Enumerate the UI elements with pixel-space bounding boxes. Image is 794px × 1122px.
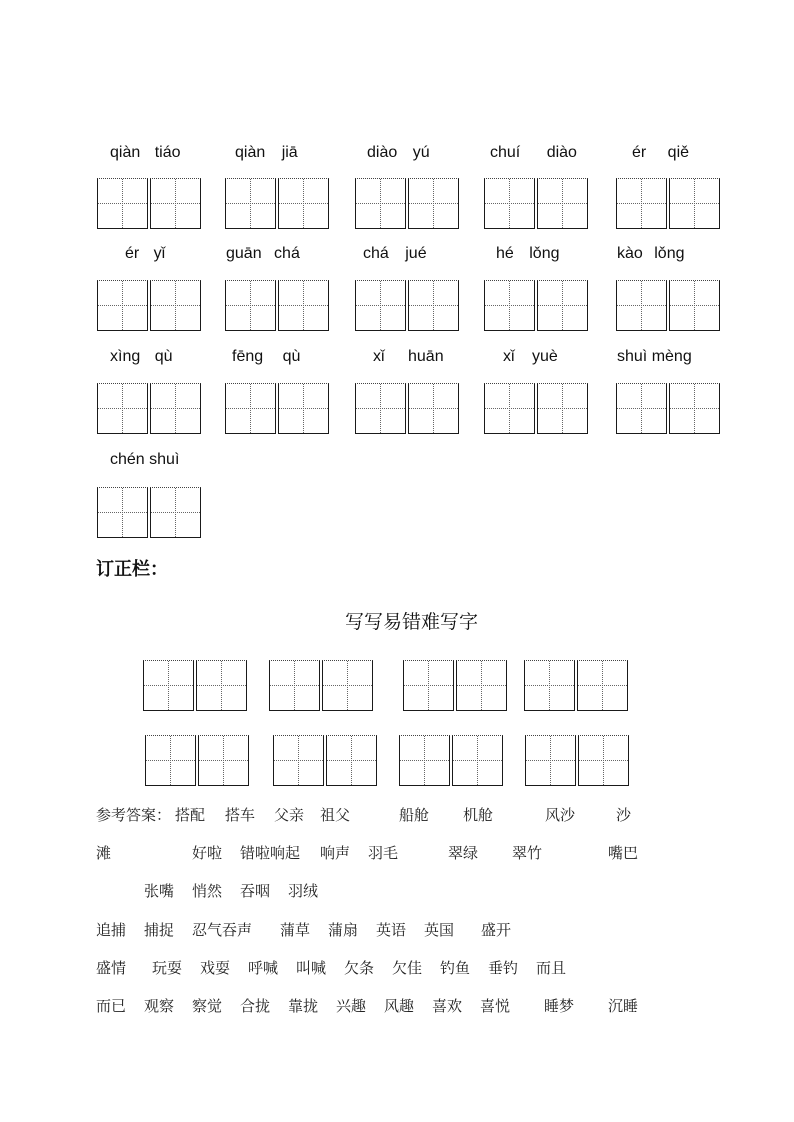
answer-word: 风趣	[384, 997, 415, 1015]
writing-grid-pair	[525, 735, 629, 786]
writing-box	[225, 178, 276, 229]
answer-word: 喜欢	[432, 997, 463, 1015]
pinyin-label: shuì mèng	[617, 348, 692, 365]
writing-grid-pair	[273, 735, 377, 786]
writing-grid-pair	[225, 280, 329, 331]
writing-box	[150, 487, 201, 538]
pinyin-label: ér qiě	[632, 144, 690, 161]
pinyin-label: xǐ huān	[373, 348, 444, 365]
answer-word: 忍气吞声	[192, 921, 253, 939]
pinyin-label: chá jué	[363, 245, 427, 262]
writing-grid-pair	[225, 178, 329, 229]
writing-grid-pair	[484, 178, 588, 229]
answer-word: 盛开	[481, 921, 512, 939]
writing-box	[355, 178, 406, 229]
writing-box	[196, 660, 247, 711]
answers-line	[0, 921, 794, 939]
writing-grid-pair	[616, 178, 720, 229]
answer-word: 合拢	[240, 997, 271, 1015]
pinyin-label: kào lǒng	[617, 245, 685, 262]
answers-label: 参考答案：	[96, 806, 172, 824]
writing-box	[616, 383, 667, 434]
answer-word: 翠竹	[512, 844, 543, 862]
writing-box	[616, 280, 667, 331]
answer-word: 搭配	[175, 806, 206, 824]
answer-word: 沙	[616, 806, 632, 824]
writing-box	[537, 280, 588, 331]
writing-box	[408, 383, 459, 434]
answer-word: 错啦响起	[240, 844, 301, 862]
answer-word: 追捕	[96, 921, 127, 939]
answer-word: 欠佳	[392, 959, 423, 977]
writing-grid-pair	[143, 660, 247, 711]
writing-box	[150, 178, 201, 229]
writing-box	[403, 660, 454, 711]
writing-box	[578, 735, 629, 786]
answer-word: 响声	[320, 844, 351, 862]
writing-grid-pair	[355, 383, 459, 434]
answer-word: 观察	[144, 997, 175, 1015]
writing-box	[269, 660, 320, 711]
writing-grid-pair	[484, 383, 588, 434]
writing-box	[145, 735, 196, 786]
pinyin-label: qiàn tiáo	[110, 144, 181, 161]
writing-box	[456, 660, 507, 711]
writing-grid-pair	[269, 660, 373, 711]
answer-word: 沉睡	[608, 997, 639, 1015]
answer-word: 船舱	[399, 806, 430, 824]
answer-word: 捕捉	[144, 921, 175, 939]
writing-box	[616, 178, 667, 229]
pinyin-label: qiàn jiā	[235, 144, 298, 161]
answer-word: 悄然	[192, 882, 223, 900]
writing-box	[537, 178, 588, 229]
writing-grid-pair	[616, 383, 720, 434]
writing-box	[225, 280, 276, 331]
writing-box	[408, 280, 459, 331]
answer-word: 睡梦	[544, 997, 575, 1015]
answer-word: 蒲扇	[328, 921, 359, 939]
answer-word: 玩耍	[152, 959, 183, 977]
answer-word: 蒲草	[280, 921, 311, 939]
writing-box	[143, 660, 194, 711]
writing-box	[537, 383, 588, 434]
pinyin-label: ér yǐ	[125, 245, 166, 262]
writing-grid-pair	[355, 280, 459, 331]
answers-line	[0, 806, 794, 824]
pinyin-label: diào yú	[367, 144, 430, 161]
writing-grid-pair	[97, 178, 201, 229]
answer-word: 滩	[96, 844, 112, 862]
writing-box	[97, 178, 148, 229]
writing-box	[355, 280, 406, 331]
answer-word: 吞咽	[240, 882, 271, 900]
writing-grid-pair	[225, 383, 329, 434]
writing-box	[322, 660, 373, 711]
answer-word: 风沙	[545, 806, 576, 824]
writing-box	[278, 178, 329, 229]
writing-grid-pair	[403, 660, 507, 711]
answer-word: 察觉	[192, 997, 223, 1015]
answer-word: 好啦	[192, 844, 223, 862]
writing-box	[484, 383, 535, 434]
answer-word: 羽绒	[288, 882, 319, 900]
answer-word: 父亲	[274, 806, 305, 824]
answer-word: 喜悦	[480, 997, 511, 1015]
writing-box	[669, 383, 720, 434]
writing-grid-pair	[399, 735, 503, 786]
answer-word: 嘴巴	[608, 844, 639, 862]
writing-box	[150, 280, 201, 331]
writing-box	[150, 383, 201, 434]
writing-grid-pair	[97, 280, 201, 331]
answers-line	[0, 844, 794, 862]
pinyin-label: chén shuì	[110, 451, 180, 468]
writing-box	[577, 660, 628, 711]
answer-word: 垂钓	[488, 959, 519, 977]
writing-box	[484, 178, 535, 229]
writing-box	[408, 178, 459, 229]
pinyin-label: hé lǒng	[496, 245, 560, 262]
writing-grid-pair	[145, 735, 249, 786]
answer-word: 呼喊	[248, 959, 279, 977]
answer-word: 而且	[536, 959, 567, 977]
writing-box	[484, 280, 535, 331]
writing-grid-pair	[355, 178, 459, 229]
answer-word: 戏耍	[200, 959, 231, 977]
writing-box	[524, 660, 575, 711]
answer-word: 祖父	[320, 806, 351, 824]
answer-word: 英国	[424, 921, 455, 939]
writing-box	[525, 735, 576, 786]
writing-grid-pair	[616, 280, 720, 331]
writing-box	[669, 178, 720, 229]
writing-grid-pair	[97, 383, 201, 434]
writing-box	[273, 735, 324, 786]
answer-word: 张嘴	[144, 882, 175, 900]
answer-word: 搭车	[225, 806, 256, 824]
hard-chars-title: 写写易错难写字	[345, 611, 479, 633]
pinyin-label: fēng qù	[232, 348, 301, 365]
answer-word: 欠条	[344, 959, 375, 977]
writing-box	[452, 735, 503, 786]
writing-box	[97, 383, 148, 434]
answer-word: 钓鱼	[440, 959, 471, 977]
writing-box	[97, 487, 148, 538]
pinyin-label: chuí diào	[490, 144, 577, 161]
writing-box	[355, 383, 406, 434]
answer-word: 叫喊	[296, 959, 327, 977]
correction-heading: 订正栏：	[96, 559, 168, 580]
writing-grid-pair	[484, 280, 588, 331]
writing-grid-pair	[97, 487, 201, 538]
pinyin-label: xìng qù	[110, 348, 173, 365]
answer-word: 而已	[96, 997, 127, 1015]
writing-grid-pair	[524, 660, 628, 711]
writing-box	[326, 735, 377, 786]
writing-box	[97, 280, 148, 331]
writing-box	[278, 280, 329, 331]
answers-line	[0, 959, 794, 977]
pinyin-label: xǐ yuè	[503, 348, 558, 365]
answer-word: 机舱	[463, 806, 494, 824]
answer-word: 英语	[376, 921, 407, 939]
answers-line	[0, 882, 794, 900]
writing-box	[225, 383, 276, 434]
answer-word: 盛情	[96, 959, 127, 977]
answer-word: 羽毛	[368, 844, 399, 862]
answer-word: 靠拢	[288, 997, 319, 1015]
answer-word: 兴趣	[336, 997, 367, 1015]
writing-box	[399, 735, 450, 786]
answer-word: 翠绿	[448, 844, 479, 862]
answers-line	[0, 997, 794, 1015]
writing-box	[198, 735, 249, 786]
writing-box	[669, 280, 720, 331]
writing-box	[278, 383, 329, 434]
pinyin-label: guān chá	[226, 245, 300, 262]
